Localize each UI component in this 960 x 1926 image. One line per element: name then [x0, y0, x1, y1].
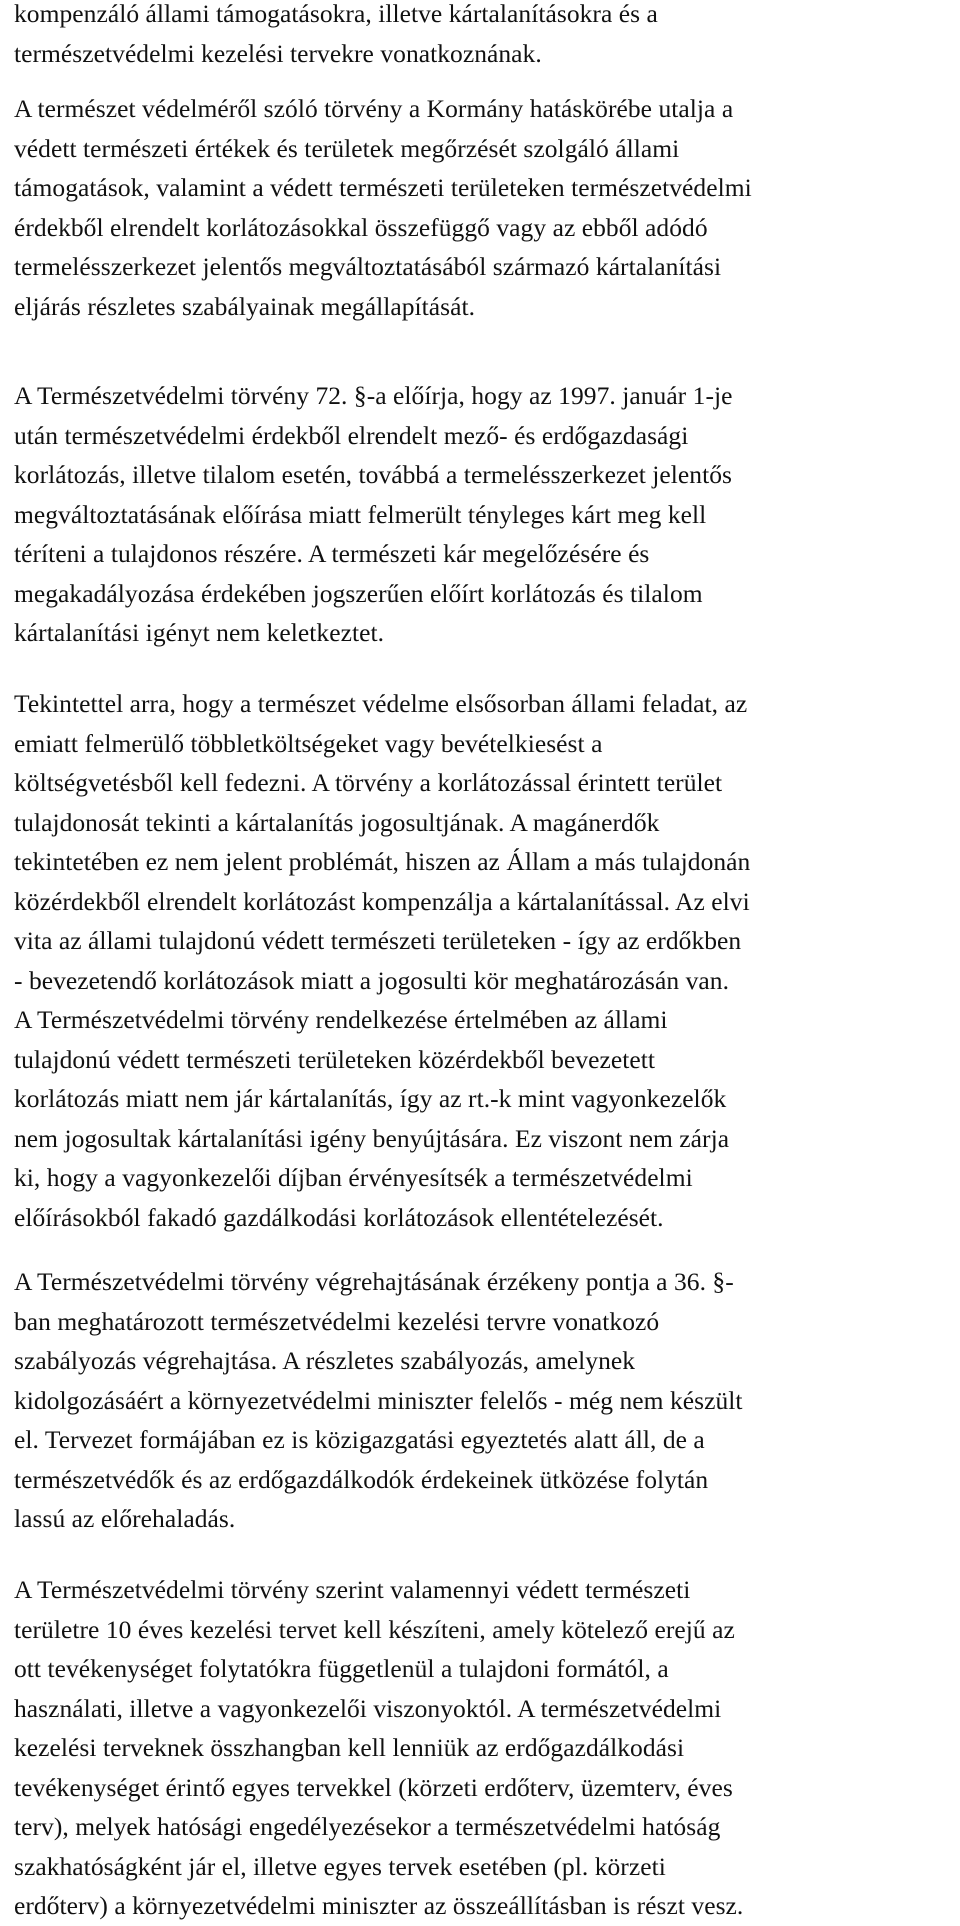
text-line: terv), melyek hatósági engedélyezésekor a természetvédelmi hatóság: [14, 1812, 721, 1841]
text-line: erdőterv) a környezetvédelmi miniszter az összeállításban is részt vesz.: [14, 1891, 744, 1920]
text-line: vita az állami tulajdonú védett természeti területeken - így az erdőkben: [14, 926, 742, 955]
text-line: előírásokból fakadó gazdálkodási korlátozások ellentételezését.: [14, 1202, 664, 1232]
text-line: természetvédelmi kezelési tervekre vonatkoznának.: [14, 38, 542, 68]
text-line: szabályozás végrehajtása. A részletes szabályozás, amelynek: [14, 1346, 636, 1375]
paragraph-1: [14, 0, 932, 73]
text-line: költségvetésből kell fedezni. A törvény a korlátozással érintett terület: [14, 768, 723, 797]
text-line: szakhatóságként jár el, illetve egyes tervek esetében (pl. körzeti: [14, 1851, 666, 1881]
text-line: tulajdonú védett természeti területeken közérdekből bevezetett: [14, 1044, 656, 1074]
text-line: el. Tervezet formájában ez is közigazgatási egyeztetés alatt áll, de a: [14, 1425, 705, 1454]
text-line: tevékenységet érintő egyes tervekkel (körzeti erdőterv, üzemterv, éves: [14, 1772, 733, 1802]
text-line: emiatt felmerülő többletköltségeket vagy bevételkiesést a: [14, 728, 603, 758]
text-line: téríteni a tulajdonos részére. A természeti kár megelőzésére és: [14, 539, 650, 568]
text-line: után természetvédelmi érdekből elrendelt mező- és erdőgazdasági: [14, 420, 689, 450]
text-line: Tekintettel arra, hogy a természet védelme elsősorban állami feladat, az: [14, 689, 748, 718]
paragraph-6: [14, 1570, 932, 1926]
text-line: A természet védelméről szóló törvény a Kormány hatáskörébe utalja a: [14, 94, 734, 123]
text-line: természetvédők és az erdőgazdálkodók érdekeinek ütközése folytán: [14, 1464, 709, 1494]
paragraph-3: [14, 376, 932, 653]
text-line: használati, illetve a vagyonkezelői viszonyoktól. A természetvédelmi: [14, 1693, 722, 1723]
text-line: tekintetében ez nem jelent problémát, hiszen az Állam a más tulajdonán: [14, 847, 751, 876]
paragraph-4: [14, 684, 932, 1237]
paragraph-2: [14, 89, 932, 326]
text-line: termelésszerkezet jelentős megváltoztatásából származó kártalanítási: [14, 252, 722, 281]
text-line: A Természetvédelmi törvény rendelkezése értelmében az állami: [14, 1005, 668, 1034]
text-line: érdekből elrendelt korlátozásokkal összefüggő vagy az ebből adódó: [14, 212, 708, 242]
text-line: ki, hogy a vagyonkezelői díjban érvényesítsék a természetvédelmi: [14, 1163, 693, 1192]
text-line: tulajdonosát tekinti a kártalanítás jogosultjának. A magánerdők: [14, 807, 660, 837]
text-line: eljárás részletes szabályainak megállapítását.: [14, 291, 476, 321]
text-line: - bevezetendő korlátozások miatt a jogosulti kör meghatározásán van.: [14, 965, 730, 995]
text-line: megakadályozása érdekében jogszerűen előírt korlátozás és tilalom: [14, 578, 703, 608]
text-line: megváltoztatásának előírása miatt felmerült tényleges kárt meg kell: [14, 499, 707, 529]
text-line: korlátozás miatt nem jár kártalanítás, így az rt.-k mint vagyonkezelők: [14, 1084, 727, 1113]
text-line: A Természetvédelmi törvény 72. §-a előírja, hogy az 1997. január 1-je: [14, 381, 733, 410]
text-line: védett természeti értékek és területek megőrzését szolgáló állami: [14, 133, 680, 163]
text-line: nem jogosultak kártalanítási igény benyújtására. Ez viszont nem zárja: [14, 1123, 730, 1153]
text-line: lassú az előrehaladás.: [14, 1504, 236, 1533]
text-line: közérdekből elrendelt korlátozást kompenzálja a kártalanítással. Az elvi: [14, 886, 750, 916]
text-line: korlátozás, illetve tilalom esetén, továbbá a termelésszerkezet jelentős: [14, 460, 733, 489]
text-line: kártalanítási igényt nem keletkeztet.: [14, 618, 385, 647]
text-line: kezelési terveknek összhangban kell lenniük az erdőgazdálkodási: [14, 1733, 685, 1762]
text-line: A Természetvédelmi törvény szerint valamennyi védett természeti: [14, 1575, 691, 1604]
text-line: területre 10 éves kezelési tervet kell készíteni, amely kötelező erejű az: [14, 1614, 735, 1644]
text-line: ott tevékenységet folytatókra függetlenül a tulajdoni formától, a: [14, 1654, 669, 1683]
text-line: ban meghatározott természetvédelmi kezelési tervre vonatkozó: [14, 1306, 660, 1336]
text-line: támogatások, valamint a védett természeti területeken természetvédelmi: [14, 173, 752, 202]
paragraph-5: [14, 1262, 932, 1539]
text-line: A Természetvédelmi törvény végrehajtásának érzékeny pontja a 36. §-: [14, 1267, 734, 1296]
text-line: kompenzáló állami támogatásokra, illetve kártalanításokra és a: [14, 0, 658, 28]
text-line: kidolgozásáért a környezetvédelmi miniszter felelős - még nem készült: [14, 1385, 743, 1415]
